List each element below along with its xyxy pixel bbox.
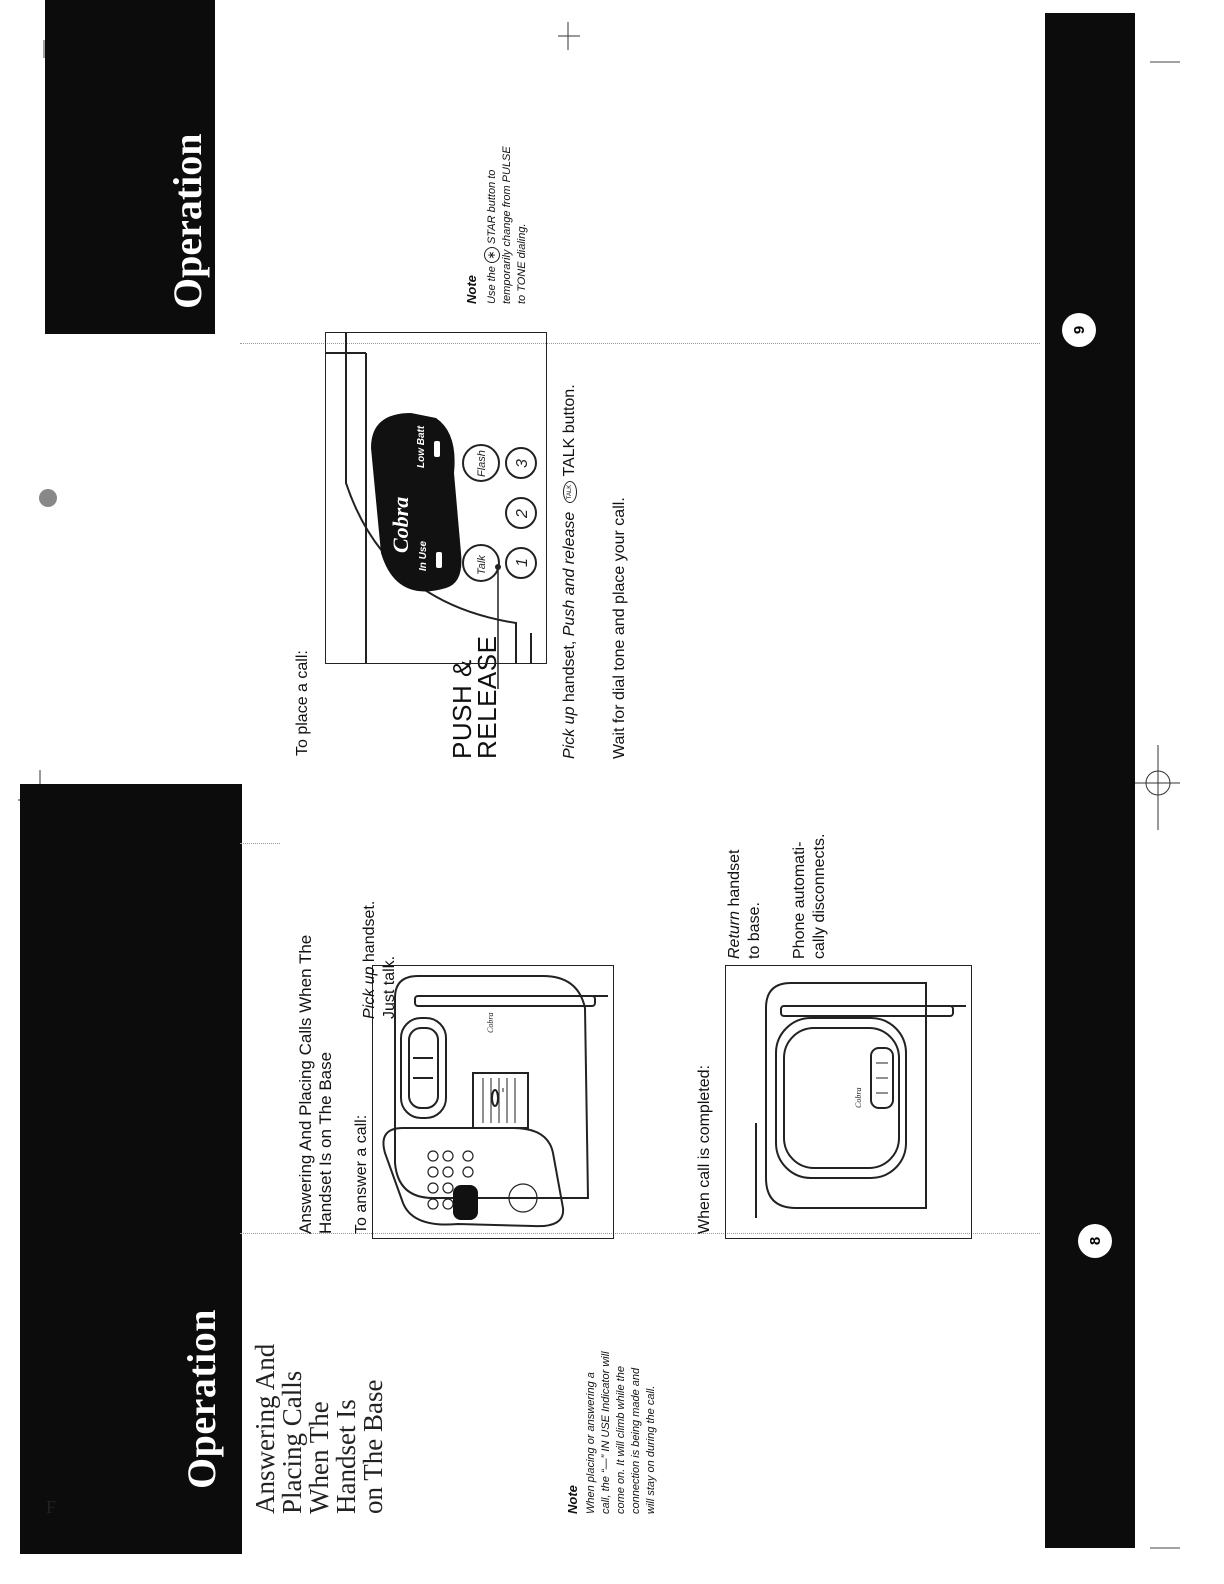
disconnect-line: Phone automati- [791,841,808,959]
right-note-heading: Note [464,275,479,304]
completed-label: When call is completed: [696,1065,713,1234]
keypad-key: 3 [514,459,531,468]
answer-step-talk: Just talk. [381,955,398,1019]
push-release-pointer [480,549,520,689]
keypad-low-batt-label: Low Batt [416,425,427,468]
completed-illustration [725,965,972,1239]
place-label: To place a call: [294,650,311,756]
keypad-talk-label: Talk [476,555,488,575]
keypad-flash-label: Flash [476,450,488,477]
push-release-line: PUSH & [447,659,477,759]
note-line: When placing or answering a [585,1372,597,1514]
footer-mark: F [46,1497,57,1517]
page-number-left: 8 [1078,1224,1112,1258]
phone-with-handset-drawing [373,966,613,1238]
device-brand-mark: Cobra [854,1087,863,1108]
section-title-line: on The Base [358,1379,388,1514]
phone-on-base-drawing [726,966,971,1238]
section-title-line: When The [304,1401,334,1514]
place-action: Pick up [561,706,578,759]
answer-step-action: Pick up [361,966,378,1019]
bottom-banner [1045,13,1135,1548]
place-instruction [560,384,580,759]
right-banner-title: Operation [165,133,210,309]
keypad-in-use-label: In Use [418,540,429,571]
note-line: come on. It will climb while the [615,1366,627,1514]
completed-step [725,850,765,959]
talk-button-icon: TALK [563,481,577,504]
completed-step-line2: to base. [746,902,763,959]
keypad-key: 1 [514,558,531,567]
place-action: Push and release [561,511,578,637]
section-title-line: Handset Is [331,1399,361,1514]
answer-heading [296,935,336,1234]
completed-step-action: Return [726,910,743,959]
answer-heading-line: Handset Is on The Base [316,1051,335,1234]
left-note-text [584,1274,659,1514]
note-line: STAR button to [485,169,498,248]
left-note-heading: Note [565,1485,580,1514]
answer-heading-line: Answering And Placing Calls When The [296,934,315,1234]
answer-label: To answer a call: [353,1114,370,1234]
note-line: call, the “—” IN USE Indicator will [600,1351,612,1514]
device-brand-mark: Cobra [486,1012,495,1033]
completed-disconnect [790,834,830,959]
section-title [252,1344,387,1514]
completed-step-rest: handset [726,849,743,911]
right-note-text [484,44,530,304]
note-line: temporarily change from PULSE [501,146,513,304]
answer-step [360,901,380,1019]
note-line: will stay on during the call. [645,1385,657,1514]
page-number-right: 9 [1062,313,1096,347]
keypad-brand: Cobra [388,496,413,553]
note-line: connection is being made and [630,1367,642,1514]
answer-illustration [372,965,614,1239]
answer-step-rest: handset. [361,900,378,967]
star-button-icon: ∗ [484,247,500,263]
place-text: handset, [561,636,578,707]
column-divider [240,843,280,844]
left-banner-title: Operation [179,1308,224,1489]
push-release-line: RELEASE [472,635,502,759]
keypad-key: 2 [514,509,531,518]
note-line: Use the [485,263,498,304]
disconnect-line: cally disconnects. [811,833,828,959]
note-line: to TONE dialing. [516,223,528,304]
place-wait: Wait for dial tone and place your call. [611,497,628,759]
section-title-line: Placing Calls [277,1370,307,1514]
place-text: TALK button. [561,384,578,481]
section-title-line: Answering And [250,1343,280,1514]
